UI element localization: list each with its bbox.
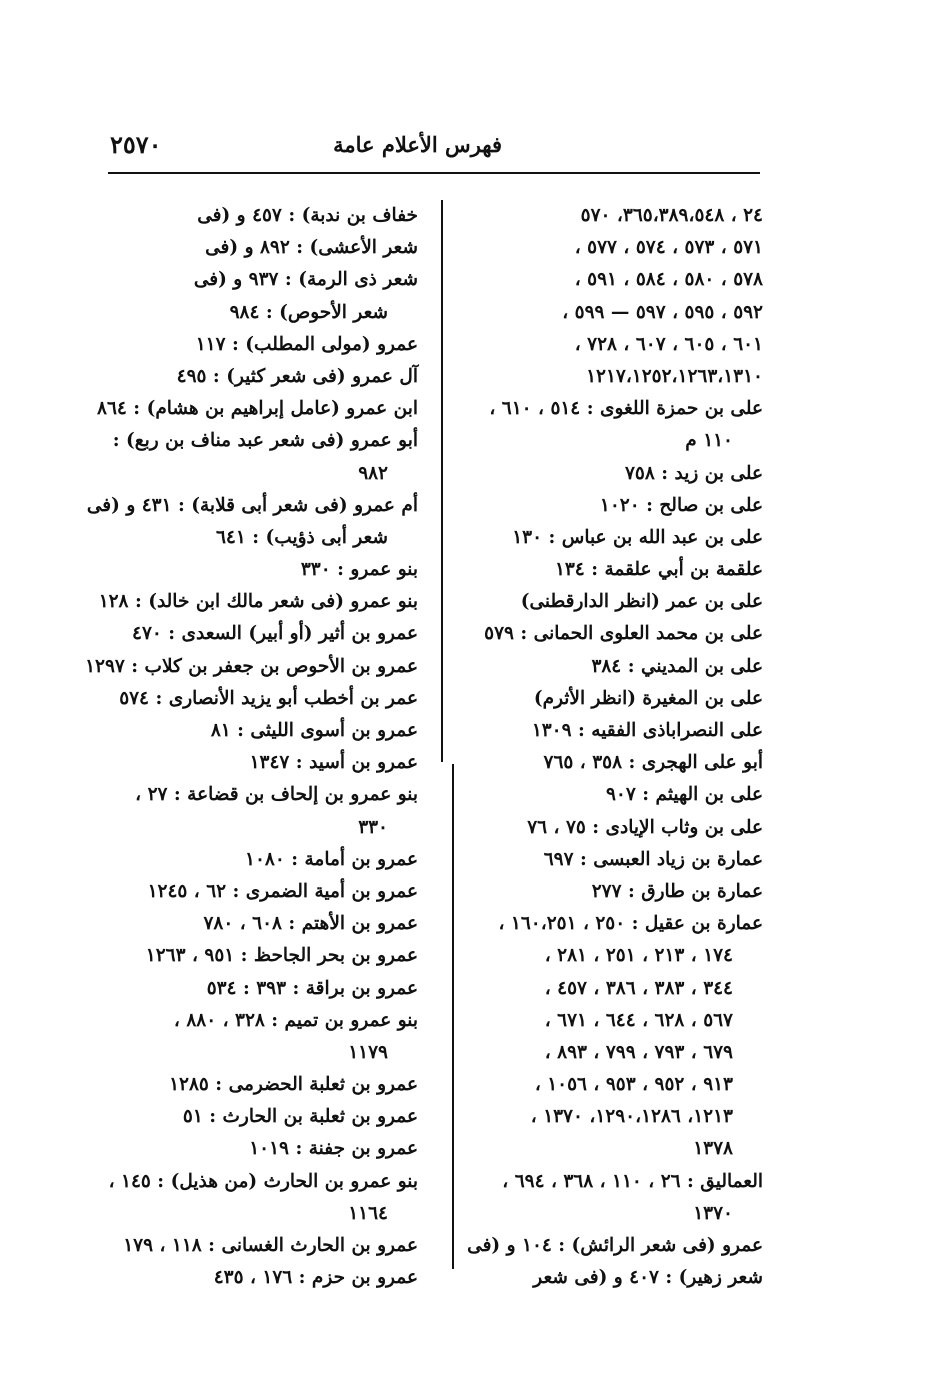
index-entry: ٢٤ ، ٣٦٥،٣٨٩،٥٤٨، ٥٧٠ <box>580 205 763 226</box>
index-entry: على بن زيد : ٧٥٨ <box>624 462 763 484</box>
index-entry: أم عمرو (فى شعر أبى قلابة) : ٤٣١ و (فى <box>86 494 418 516</box>
index-entry: ١٧٤ ، ٢١٣ ، ٢٥١ ، ٢٨١ ، <box>544 945 733 967</box>
column-divider <box>441 200 443 762</box>
index-entry: على بن صالح : ١٠٢٠ <box>599 494 763 516</box>
index-entry: ٩١٣ ، ٩٥٢ ، ٩٥٣ ، ١٠٥٦ ، <box>534 1074 733 1096</box>
index-entry: بنو عمرو بن إلحاف بن قضاعة : ٢٧ ، <box>135 784 418 806</box>
index-entry: ابن عمرو (عامل إبراهيم بن هشام) : ٨٦٤ <box>97 398 418 420</box>
index-entry: ١١٠ م <box>685 430 733 452</box>
index-entry: عمرو بن براقة : ٣٩٣ : ٥٣٤ <box>206 977 418 999</box>
index-entry: ١١٦٤ <box>348 1202 388 1224</box>
index-entry: ١٣٧٠ <box>693 1202 733 1224</box>
index-entry: على بن المغيرة (انظر الأثرم) <box>533 687 763 709</box>
index-entry: ١٢١٣، ١٢٩٠،١٢٨٦، ١٣٧٠ ، <box>530 1106 733 1128</box>
index-entry: ٩٨٢ <box>358 462 388 484</box>
index-entry: ٥٧١ ، ٥٧٣ ، ٥٧٤ ، ٥٧٧ ، <box>574 237 763 259</box>
index-entry: عمرو بن أمامة : ١٠٨٠ <box>245 848 418 870</box>
index-entry: علقمة بن أبي علقمة : ١٣٤ <box>554 559 763 581</box>
page-header <box>110 128 760 168</box>
index-entry: عمر بن أخطب أبو يزيد الأنصارى : ٥٧٤ <box>119 687 418 709</box>
index-entry: ٣٣٠ <box>358 816 388 838</box>
index-entry: على بن الهيثم : ٩٠٧ <box>606 784 763 806</box>
index-entry: على بن محمد العلوى الحمانى : ٥٧٩ <box>484 623 763 645</box>
index-entry: ١٣٧٨ <box>693 1138 733 1160</box>
index-column-left <box>85 200 418 1294</box>
index-entry: عمرو بن أثير (أو أبير) السعدى : ٤٧٠ <box>132 623 418 645</box>
index-entry: بنو عمرو بن الحارث (من هذيل) : ١٤٥ ، <box>108 1170 418 1192</box>
index-entry: أبو على الهجرى : ٣٥٨ ، ٧٦٥ <box>543 752 763 774</box>
index-entry: أبو عمرو (فى شعر عبد مناف بن ربع) : <box>112 430 418 452</box>
index-entry: بنو عمرو (فى شعر مالك ابن خالد) : ١٢٨ <box>98 591 418 613</box>
index-entry: شعر الأعشى) : ٨٩٢ و (فى <box>205 237 418 259</box>
index-entry: عمرو بن حزم : ١٧٦ ، ٤٣٥ <box>213 1267 418 1289</box>
index-entry: ٣٤٤ ، ٣٨٣ ، ٣٨٦ ، ٤٥٧ ، <box>544 977 733 999</box>
index-entry: عمارة بن طارق : ٢٧٧ <box>591 880 763 902</box>
index-entry: ٥٧٨ ، ٥٨٠ ، ٥٨٤ ، ٥٩١ ، <box>574 269 763 291</box>
index-entry: عمارة بن زياد العبسى : ٦٩٧ <box>543 848 763 870</box>
index-entry: على بن عمر (انظر الدارقطنى) <box>520 591 763 613</box>
index-entry: على بن عبد الله بن عباس : ١٣٠ <box>512 526 763 548</box>
index-entry: عمرو بن ثعلبة الحضرمى : ١٢٨٥ <box>169 1074 418 1096</box>
index-entry: عمرو (مولى المطلب) : ١١٧ <box>195 333 418 355</box>
index-entry: عمارة بن عقيل : ٢٥٠ ، ١٦٠،٢٥١ ، <box>498 913 763 935</box>
index-entry: ٥٦٧ ، ٦٢٨ ، ٦٤٤ ، ٦٧١ ، <box>544 1009 733 1031</box>
index-column-right <box>463 200 763 1294</box>
index-entry: عمرو بن بحر الجاحظ : ٩٥١ ، ١٢٦٣ <box>145 945 418 967</box>
index-entry: آل عمرو (فى شعر كثير) : ٤٩٥ <box>176 365 418 387</box>
index-entry: على النصراباذى الفقيه : ١٣٠٩ <box>531 720 763 741</box>
index-entry: بنو عمرو بن تميم : ٣٢٨ ، ٨٨٠ ، <box>173 1009 418 1031</box>
index-entry: عمرو بن أمية الضمرى : ٦٢ ، ١٢٤٥ <box>147 880 418 902</box>
index-entry: العماليق : ٢٦ ، ١١٠ ، ٣٦٨ ، ٦٩٤ ، <box>502 1170 763 1192</box>
index-entry: عمرو (فى شعر الرائش) : ١٠٤ و (فى <box>467 1235 763 1256</box>
index-entry: على بن وثاب الإيادى : ٧٥ ، ٧٦ <box>527 816 763 838</box>
index-entry: ١١٧٩ <box>348 1041 388 1063</box>
index-entry: ٥٩٢ ، ٥٩٥ ، ٥٩٧ — ٥٩٩ ، <box>562 301 763 323</box>
page-title: فهرس الأعلام عامة <box>333 132 502 157</box>
index-entry: خفاف بن ندبة) : ٤٥٧ و (فى <box>197 205 418 226</box>
index-entry: شعر ذى الرمة) : ٩٣٧ و (فى <box>193 269 418 291</box>
index-entry: ٦٧٩ ، ٧٩٣ ، ٧٩٩ ، ٨٩٣ ، <box>544 1041 733 1063</box>
index-entry: ١٢١٧،١٢٥٢،١٢٦٣،١٣١٠ <box>586 365 763 387</box>
index-entry: عمرو بن أسوى الليثى : ٨١ <box>210 720 418 741</box>
index-entry: عمرو بن الأهتم : ٦٠٨ ، ٧٨٠ <box>203 913 418 935</box>
column-divider <box>452 764 454 1269</box>
index-entry: بنو عمرو : ٣٣٠ <box>300 559 418 581</box>
index-entry: ٦٠١ ، ٦٠٥ ، ٦٠٧ ، ٧٢٨ ، <box>574 333 763 355</box>
index-entry: عمرو بن ثعلبة بن الحارث : ٥١ <box>182 1106 418 1128</box>
index-entry: عمرو بن جفنة : ١٠١٩ <box>249 1138 418 1160</box>
page-number: ٢٥٧٠ <box>110 130 162 159</box>
index-entry: شعر زهير) : ٤٠٧ و (فى شعر <box>533 1267 763 1289</box>
index-entry: على بن المديني : ٣٨٤ <box>591 655 763 677</box>
index-entry: شعر الأحوص) : ٩٨٤ <box>229 301 388 323</box>
index-entry: عمرو بن الحارث الغسانى : ١١٨ ، ١٧٩ <box>123 1235 418 1256</box>
index-entry: عمرو بن الأحوص بن جعفر بن كلاب : ١٢٩٧ <box>85 655 418 677</box>
index-entry: عمرو بن أسيد : ١٣٤٧ <box>249 752 418 774</box>
index-entry: شعر أبى ذؤيب) : ٦٤١ <box>216 526 388 548</box>
index-entry: على بن حمزة اللغوى : ٥١٤ ، ٦١٠ ، <box>489 398 763 420</box>
header-rule <box>108 172 760 174</box>
